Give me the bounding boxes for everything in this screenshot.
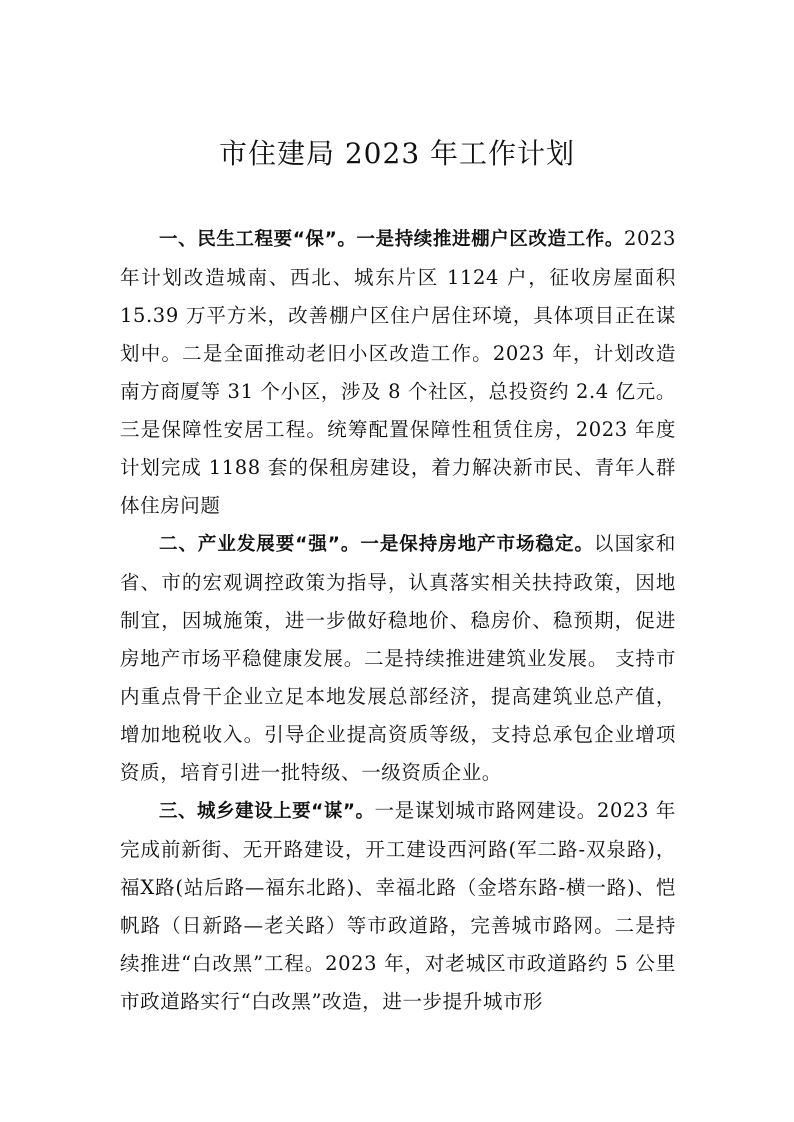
section-1-heading: 一、民生工程要“保”。一是持续推进棚户区改造工作。 <box>159 229 624 250</box>
document-body <box>120 220 676 1021</box>
section-1-text: 2023 年计划改造城南、西北、城东片区 1124 户，征收房屋面积 15.39 万平方米，改善棚户区住户居住环境，具体项目正在谋划中。二是全面推动老旧小区改造工作。2023 年，计划改造南方商厦等 31 个小区，涉及 8 个社区，总投资约 2.4 亿元。三是保障性安居工程。统筹配置保障性租赁住房，2023 年度计划完成 1188 套的保租房建设，着力解决新市民、青年人群体住房问题 <box>120 227 676 517</box>
section-3-heading: 三、城乡建设上要“谋”。 <box>159 801 375 822</box>
document-title: 市住建局 2023 年工作计划 <box>218 137 576 170</box>
section-3-text: 一是谋划城市路网建设。2023 年完成前新街、无开路建设，开工建设西河路(军二路-双泉路)，福X路(站后路—福东北路)、幸福北路（金塔东路-横一路)、恺帆路（日新路—老关路）等市政道路，完善城市路网。二是持续推进“白改黑”工程。2023 年，对老城区市政道路约 5 公里市政道路实行“白改黑”改造，进一步提升城市形 <box>120 799 676 1013</box>
section-2-heading: 二、产业发展要“强”。一是保持房地产市场稳定。 <box>159 534 594 555</box>
section-3-paragraph <box>120 792 676 1021</box>
section-2-text: 以国家和省、市的宏观调控政策为指导，认真落实相关扶持政策，因地制宜，因城施策，进一步做好稳地价、稳房价、稳预期，促进房地产市场平稳健康发展。二是持续推进建筑业发展。 支持市内重点骨干企业立足本地发展总部经济，提高建筑业总产值，增加地税收入。引导企业提高资质等级，支持总承包企业增项资质，培育引进一批特级、一级资质企业。 <box>120 532 676 784</box>
section-1-paragraph <box>120 220 676 525</box>
section-2-paragraph <box>120 525 676 792</box>
